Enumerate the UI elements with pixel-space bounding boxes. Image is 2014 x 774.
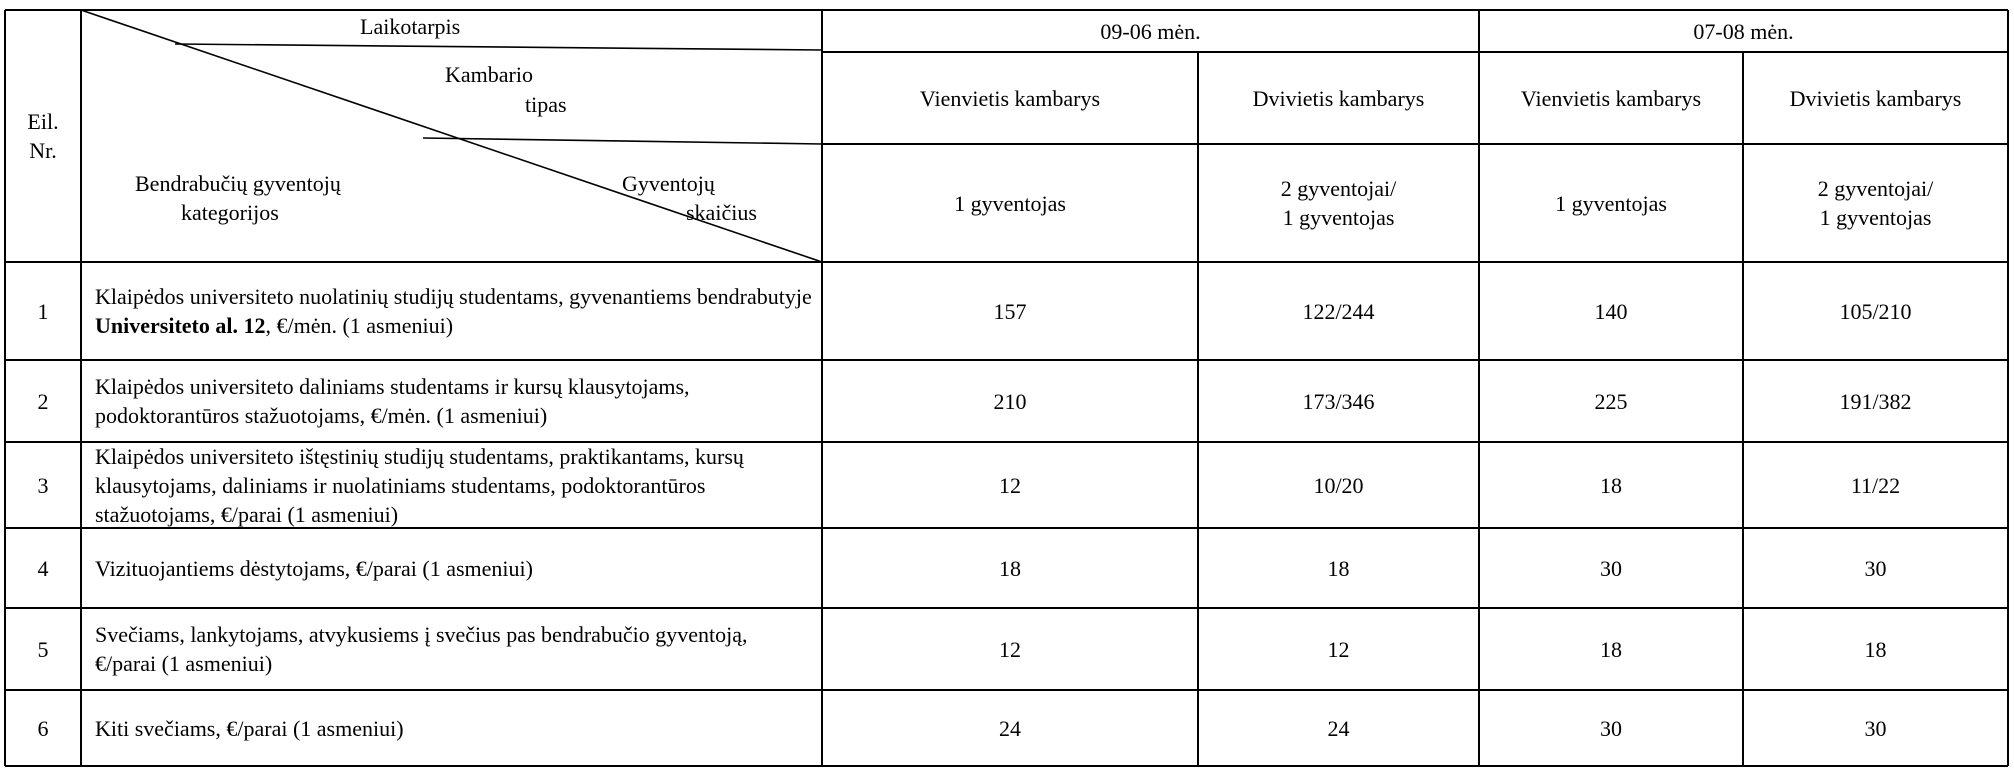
row-category-text xyxy=(95,282,812,340)
row-category-text xyxy=(95,620,812,678)
price-cell: 30 xyxy=(1600,555,1622,581)
price-cell: 12 xyxy=(999,472,1021,498)
grid-line-horizontal xyxy=(822,51,2008,53)
header-room-type-2: Dvivietis kambarys xyxy=(1252,85,1425,111)
price-cell: 225 xyxy=(1594,388,1628,414)
grid-line-horizontal xyxy=(5,765,2008,767)
row-category xyxy=(81,442,822,528)
price-cell: 30 xyxy=(1864,555,1887,581)
header-residents-1: 1 gyventojas xyxy=(954,190,1066,216)
grid-line-vertical xyxy=(2007,10,2009,766)
grid-line-horizontal xyxy=(5,441,2008,443)
header-period-2: 07-08 mėn. xyxy=(1693,18,1794,44)
price-cell: 140 xyxy=(1594,298,1628,324)
price-cell: 173/346 xyxy=(1302,388,1375,414)
price-cell: 12 xyxy=(999,636,1021,662)
grid-line-vertical xyxy=(80,10,82,766)
price-cell: 18 xyxy=(999,555,1021,581)
price-cell: 18 xyxy=(1327,555,1350,581)
category-text: Svečiams, lankytojams, atvykusiems į svečius pas bendrabučio gyventoją, €/parai (1 asmeniui) xyxy=(95,622,748,676)
row-category xyxy=(81,360,822,442)
category-text: Vizituojantiems dėstytojams, €/parai (1 asmeniui) xyxy=(95,555,533,581)
header-period-1: 09-06 mėn. xyxy=(1100,18,1201,44)
grid-line-vertical xyxy=(4,10,6,766)
price-cell: 30 xyxy=(1864,715,1887,741)
category-text: Kiti svečiams, €/parai (1 asmeniui) xyxy=(95,715,404,741)
grid-line-vertical xyxy=(821,10,823,766)
price-table xyxy=(5,10,2008,766)
price-cell: 10/20 xyxy=(1313,472,1364,498)
category-text-suffix: , €/mėn. (1 asmeniui) xyxy=(265,313,454,338)
grid-line-horizontal xyxy=(822,143,2008,145)
header-eil-nr: Eil. Nr. xyxy=(27,109,59,163)
header-laikotarpis: Laikotarpis xyxy=(360,14,461,39)
row-number: 3 xyxy=(37,472,49,498)
row-category xyxy=(81,262,822,360)
grid-line-horizontal xyxy=(5,9,2008,11)
price-cell: 18 xyxy=(1600,472,1622,498)
row-number: 2 xyxy=(37,388,49,414)
header-residents-4: 2 gyventojai/ 1 gyventojas xyxy=(1817,176,1934,230)
grid-line-vertical xyxy=(1478,10,1480,766)
category-text-bold: Universiteto al. 12 xyxy=(95,313,266,338)
row-category xyxy=(81,528,822,608)
price-cell: 30 xyxy=(1600,715,1622,741)
price-cell: 157 xyxy=(993,298,1027,324)
price-cell: 18 xyxy=(1600,636,1622,662)
header-bendrabuciu-1: Bendrabučių gyventojų xyxy=(135,171,341,196)
row-category xyxy=(81,690,822,766)
price-cell: 24 xyxy=(1327,715,1350,741)
header-room-type-3: Vienvietis kambarys xyxy=(1520,85,1702,111)
price-cell: 12 xyxy=(1327,636,1350,662)
header-bendrabuciu-2: kategorijos xyxy=(181,200,279,225)
grid-line-horizontal xyxy=(5,527,2008,529)
header-residents-2: 2 gyventojai/ 1 gyventojas xyxy=(1280,176,1397,230)
row-number: 1 xyxy=(37,298,49,324)
price-cell: 210 xyxy=(993,388,1027,414)
row-number: 6 xyxy=(37,715,49,741)
row-category-text xyxy=(95,442,812,529)
header-gyventoju-1: Gyventojų xyxy=(622,171,715,196)
row-number: 5 xyxy=(37,636,49,662)
price-cell: 122/244 xyxy=(1302,298,1375,324)
header-room-type-1: Vienvietis kambarys xyxy=(919,85,1101,111)
grid-line-horizontal xyxy=(5,261,2008,263)
grid-line-horizontal xyxy=(5,607,2008,609)
header-room-type-4: Dvivietis kambarys xyxy=(1789,85,1962,111)
header-residents-3: 1 gyventojas xyxy=(1555,190,1667,216)
category-text: Klaipėdos universiteto ištęstinių studijų studentams, praktikantams, kursų klausytojams, daliniams ir nuolatiniams studentams, podoktorantūros stažuotojams, €/parai (1 asmeniui) xyxy=(95,443,744,527)
header-kambario-tipas-1: Kambario xyxy=(445,62,533,87)
row-category xyxy=(81,608,822,690)
row-category-text xyxy=(95,554,533,583)
row-number: 4 xyxy=(37,555,49,581)
price-cell: 191/382 xyxy=(1839,388,1912,414)
grid-line-vertical xyxy=(1197,52,1199,766)
grid-line-vertical xyxy=(1742,52,1744,766)
category-text: Klaipėdos universiteto nuolatinių studijų studentams, gyvenantiems bendrabutyje xyxy=(95,284,812,309)
grid-line-horizontal xyxy=(5,359,2008,361)
header-gyventoju-2: skaičius xyxy=(686,200,757,225)
row-category-text xyxy=(95,372,812,430)
price-cell: 11/22 xyxy=(1850,472,1901,498)
price-cell: 18 xyxy=(1864,636,1887,662)
grid-line-horizontal xyxy=(5,689,2008,691)
header-kambario-tipas-2: tipas xyxy=(525,92,567,117)
row-category-text xyxy=(95,714,404,743)
category-text: Klaipėdos universiteto daliniams studentams ir kursų klausytojams, podoktorantūros stažuotojams, €/mėn. (1 asmeniui) xyxy=(95,374,690,428)
price-cell: 24 xyxy=(999,715,1021,741)
price-cell: 105/210 xyxy=(1839,298,1912,324)
